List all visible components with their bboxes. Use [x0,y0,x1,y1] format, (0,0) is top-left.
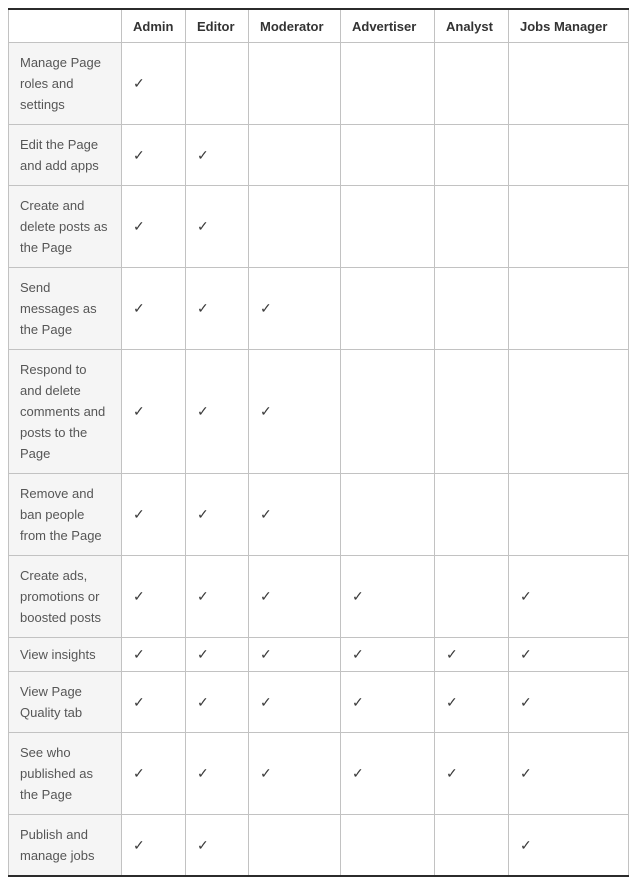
checkmark-icon: ✓ [197,300,209,316]
checkmark-icon: ✓ [197,693,209,710]
checkmark-icon: ✓ [260,693,272,710]
empty-cell [509,43,629,125]
row-label: Create ads, promotions or boosted posts [9,556,122,638]
corner-header-cell [9,9,122,43]
empty-cell [509,268,629,350]
empty-cell [435,43,509,125]
permission-row [9,350,629,474]
row-label: View Page Quality tab [9,672,122,733]
checkmark-icon: ✓ [197,588,209,604]
checkmark-icon: ✓ [133,693,145,710]
permission-row [9,125,629,186]
empty-cell [341,815,435,877]
empty-cell [435,186,509,268]
check-cell [186,186,249,268]
checkmark-icon: ✓ [197,218,209,234]
row-label: Create and delete posts as the Page [9,186,122,268]
checkmark-icon: ✓ [133,588,145,604]
check-cell [186,125,249,186]
row-label: Edit the Page and add apps [9,125,122,186]
checkmark-icon: ✓ [133,218,145,234]
empty-cell [341,268,435,350]
checkmark-icon: ✓ [260,588,272,604]
checkmark-icon: ✓ [197,506,209,522]
check-cell [435,672,509,733]
empty-cell [341,474,435,556]
check-cell [122,350,186,474]
check-cell [249,268,341,350]
checkmark-icon: ✓ [446,765,458,781]
check-cell [509,815,629,877]
permission-row [9,474,629,556]
permission-row [9,638,629,672]
checkmark-icon: ✓ [520,836,532,853]
empty-cell [509,474,629,556]
empty-cell [249,815,341,877]
check-cell [249,350,341,474]
checkmark-icon: ✓ [133,765,145,781]
checkmark-icon: ✓ [520,646,532,662]
header-row [9,9,629,43]
column-header-jobs-manager: Jobs Manager [509,9,629,43]
checkmark-icon: ✓ [133,75,145,91]
row-label: View insights [9,638,122,672]
column-header-editor: Editor [186,9,249,43]
checkmark-icon: ✓ [260,765,272,781]
row-label: Manage Page roles and settings [9,43,122,125]
check-cell [186,638,249,672]
table-body [9,43,629,877]
check-cell [249,672,341,733]
check-cell [122,815,186,877]
check-cell [122,268,186,350]
empty-cell [509,186,629,268]
column-header-admin: Admin [122,9,186,43]
check-cell [122,474,186,556]
checkmark-icon: ✓ [197,765,209,781]
row-label: See who published as the Page [9,733,122,815]
checkmark-icon: ✓ [197,146,209,163]
checkmark-icon: ✓ [352,646,364,662]
checkmark-icon: ✓ [197,646,209,662]
checkmark-icon: ✓ [520,693,532,710]
empty-cell [509,350,629,474]
empty-cell [435,474,509,556]
checkmark-icon: ✓ [133,300,145,316]
permission-row [9,672,629,733]
check-cell [249,638,341,672]
check-cell [122,125,186,186]
row-label: Remove and ban people from the Page [9,474,122,556]
check-cell [186,350,249,474]
check-cell [341,638,435,672]
permission-row [9,733,629,815]
checkmark-icon: ✓ [520,765,532,781]
check-cell [186,268,249,350]
check-cell [509,638,629,672]
permission-row [9,43,629,125]
checkmark-icon: ✓ [352,765,364,781]
checkmark-icon: ✓ [133,403,145,419]
checkmark-icon: ✓ [260,506,272,522]
check-cell [249,556,341,638]
permission-row [9,815,629,877]
empty-cell [435,350,509,474]
page-roles-permissions-table [8,8,629,877]
checkmark-icon: ✓ [520,588,532,604]
check-cell [249,733,341,815]
check-cell [122,733,186,815]
check-cell [186,815,249,877]
check-cell [186,474,249,556]
check-cell [341,733,435,815]
checkmark-icon: ✓ [352,693,364,710]
check-cell [122,638,186,672]
checkmark-icon: ✓ [446,693,458,710]
checkmark-icon: ✓ [133,646,145,662]
check-cell [186,556,249,638]
column-header-advertiser: Advertiser [341,9,435,43]
checkmark-icon: ✓ [260,646,272,662]
empty-cell [435,125,509,186]
empty-cell [186,43,249,125]
check-cell [509,733,629,815]
permission-row [9,556,629,638]
empty-cell [341,43,435,125]
permission-row [9,268,629,350]
check-cell [509,672,629,733]
checkmark-icon: ✓ [133,146,145,163]
row-label: Publish and manage jobs [9,815,122,877]
check-cell [122,43,186,125]
checkmark-icon: ✓ [197,403,209,419]
permission-row [9,186,629,268]
empty-cell [249,125,341,186]
check-cell [186,733,249,815]
empty-cell [435,815,509,877]
column-header-analyst: Analyst [435,9,509,43]
check-cell [435,638,509,672]
checkmark-icon: ✓ [260,300,272,316]
empty-cell [249,186,341,268]
column-header-moderator: Moderator [249,9,341,43]
check-cell [186,672,249,733]
row-label: Send messages as the Page [9,268,122,350]
checkmark-icon: ✓ [133,506,145,522]
checkmark-icon: ✓ [352,588,364,604]
check-cell [341,672,435,733]
checkmark-icon: ✓ [133,836,145,853]
check-cell [249,474,341,556]
check-cell [341,556,435,638]
check-cell [122,672,186,733]
empty-cell [249,43,341,125]
empty-cell [341,350,435,474]
empty-cell [435,268,509,350]
empty-cell [341,125,435,186]
checkmark-icon: ✓ [446,646,458,662]
check-cell [122,186,186,268]
empty-cell [435,556,509,638]
check-cell [122,556,186,638]
empty-cell [509,125,629,186]
checkmark-icon: ✓ [197,836,209,853]
checkmark-icon: ✓ [260,403,272,419]
check-cell [435,733,509,815]
check-cell [509,556,629,638]
empty-cell [341,186,435,268]
row-label: Respond to and delete comments and posts to the Page [9,350,122,474]
